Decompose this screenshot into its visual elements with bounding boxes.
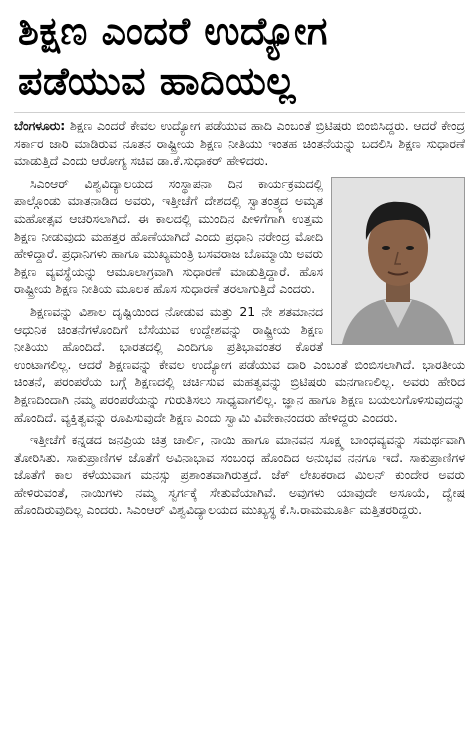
- paragraph-4: ಇತ್ತೀಚೆಗೆ ಕನ್ನಡದ ಜನಪ್ರಿಯ ಚಿತ್ರ ಚಾರ್ಲಿ, ನಾಯಿ ಹಾಗೂ ಮಾನವನ ಸೂಕ್ಷ್ಮ ಬಾಂಧವ್ಯವನ್ನು ಸಮರ್ಥವಾಗಿ ತೋರಿಸಿತು. ಸಾಕುಪ್ರಾಣಿಗಳ ಜೊತೆಗೆ ಅವಿನಾಭಾವ ಸಂಬಂಧ ಹೊಂದಿದ ಅನುಭವ ನನಗೂ ಇದೆ. ಸಾಕುಪ್ರಾಣಿಗಳ ಜೊತೆಗೆ ಕಾಲ ಕಳೆಯುವಾಗ ಮನಸ್ಸು ಪ್ರಶಾಂತವಾಗಿರುತ್ತದೆ. ಜೆಕ್ ಲೇಖಕರಾದ ಮಿಲನ್ ಕುಂದೇರ ಅವರು ಹೇಳಿರುವಂತೆ, ನಾಯಿಗಳು ನಮ್ಮ ಸ್ವರ್ಗಕ್ಕೆ ಸೇತುವೆಯಾಗಿವೆ. ಅವುಗಳು ಯಾವುದೇ ಅಸೂಯೆ, ದ್ವೇಷ ಹೊಂದಿರುವುದಿಲ್ಲ ಎಂದರು. ಸಿಎಂಆರ್ ವಿಶ್ವವಿದ್ಯಾಲಯದ ಮುಖ್ಯಸ್ಥ ಕೆ.ಸಿ.ರಾಮಮೂರ್ತಿ ಮತ್ತಿತರರಿದ್ದರು.: [14, 432, 465, 518]
- paragraph-1-text: ಶಿಕ್ಷಣ ಎಂದರೆ ಕೇವಲ ಉದ್ಯೋಗ ಪಡೆಯುವ ಹಾದಿ ಎಂಬಂತೆ ಬ್ರಿಟಿಷರು ಬಿಂಬಿಸಿದ್ದರು. ಆದರೆ ಕೇಂದ್ರ ಸರ್ಕಾರ ಜಾರಿ ಮಾಡಿರುವ ನೂತನ ರಾಷ್ಟ್ರೀಯ ಶಿಕ್ಷಣ ನೀತಿಯು ಇಂತಹ ಚಿಂತನೆಯನ್ನು ಬದಲಿಸಿ ಶಿಕ್ಷಣ ಸುಧಾರಣೆ ಮಾಡುತ್ತಿದೆ ಎಂದು ಆರೋಗ್ಯ ಸಚಿವ ಡಾ.ಕೆ.ಸುಧಾಕರ್ ಹೇಳಿದರು.: [14, 118, 465, 169]
- headline-divider: [14, 112, 465, 113]
- minister-photo: [331, 177, 465, 345]
- portrait-image: [332, 178, 464, 344]
- paragraph-2: ಸಿಎಂಆರ್ ವಿಶ್ವವಿದ್ಯಾಲಯದ ಸಂಸ್ಥಾಪನಾ ದಿನ ಕಾರ್ಯಕ್ರಮದಲ್ಲಿ ಪಾಲ್ಗೊಂಡು ಮಾತನಾಡಿದ ಅವರು, ಇತ್ತೀಚೆಗೆ ದೇಶದಲ್ಲಿ ಸ್ವಾತಂತ್ರ್ಯದ ಅಮೃತ ಮಹೋತ್ಸವ ಆಚರಿಸಲಾಗಿದೆ. ಈ ಕಾಲದಲ್ಲಿ ಮುಂದಿನ ಪೀಳಿಗೆಗಾಗಿ ಉತ್ತಮ ಶಿಕ್ಷಣ ನೀಡುವುದು ಮಹತ್ತರ ಹೊಣೆಯಾಗಿದೆ ಎಂದು ಪ್ರಧಾನಿ ನರೇಂದ್ರ ಮೋದಿ ಹೇಳಿದ್ದಾರೆ. ಪ್ರಧಾನಿಗಳು ಹಾಗೂ ಮುಖ್ಯಮಂತ್ರಿ ಬಸವರಾಜ ಬೊಮ್ಮಾಯಿ ಅವರು ಶಿಕ್ಷಣ ವ್ಯವಸ್ಥೆಯನ್ನು ಆಮೂಲಾಗ್ರವಾಗಿ ಸುಧಾರಣೆ ಮಾಡುತ್ತಿದ್ದಾರೆ. ಹೊಸ ರಾಷ್ಟ್ರೀಯ ಶಿಕ್ಷಣ ನೀತಿಯ ಮೂಲಕ ಹೊಸ ಸುಧಾರಣೆ ತರಲಾಗುತ್ತಿದೆ ಎಂದರು.: [14, 175, 323, 297]
- article-body: [14, 117, 465, 524]
- headline-line-1: ಶಿಕ್ಷಣ ಎಂದರೆ ಉದ್ಯೋಗ: [18, 9, 328, 53]
- dateline: ಬೆಂಗಳೂರು:: [14, 118, 66, 133]
- headline: [18, 6, 465, 106]
- headline-line-2: ಪಡೆಯುವ ಹಾದಿಯಲ್ಲ: [18, 59, 296, 103]
- paragraph-1: [14, 117, 465, 170]
- paragraph-3: ಶಿಕ್ಷಣವನ್ನು ವಿಶಾಲ ದೃಷ್ಟಿಯಿಂದ ನೋಡುವ ಮತ್ತು 21 ನೇ ಶತಮಾನದ ಆಧುನಿಕ ಚಿಂತನೆಗಳೊಂದಿಗೆ ಬೆಸೆಯುವ ಉದ್ದೇಶವನ್ನು ರಾಷ್ಟ್ರೀಯ ಶಿಕ್ಷಣ ನೀತಿಯು ಹೊಂದಿದೆ. ಭಾರತದಲ್ಲಿ ಎಂದಿಗೂ ಪ್ರತಿಭಾವಂತರ ಕೊರತೆ ಉಂಟಾಗಲಿಲ್ಲ. ಆದರೆ ಶಿಕ್ಷಣವನ್ನು ಕೇವಲ ಉದ್ಯೋಗ ಪಡೆಯುವ ದಾರಿ ಎಂಬಂತೆ ಬಿಂಬಿಸಲಾಗಿದೆ. ಭಾರತೀಯ ಚಿಂತನೆ, ಪರಂಪರೆಯ ಬಗ್ಗೆ ಶಿಕ್ಷಣದಲ್ಲಿ ಚರ್ಚಿಸುವ ಮಹತ್ವವನ್ನು ಬ್ರಿಟಿಷರು ಮನಗಾಣಲಿಲ್ಲ. ಅವರು ಹೇರಿದ ಶಿಕ್ಷಣದಿಂದಾಗಿ ನಮ್ಮ ಪರಂಪರೆಯನ್ನು ಗುರುತಿಸಲು ಸಾಧ್ಯವಾಗಲಿಲ್ಲ. ಜ್ಞಾನ ಹಾಗೂ ಶಿಕ್ಷಣ ಬಯಲುಗೊಳಿಸುವುದನ್ನು ಹೊಂದಿದೆ. ವ್ಯಕ್ತಿತ್ವವನ್ನು ರೂಪಿಸುವುದೇ ಶಿಕ್ಷಣ ಎಂದು ಸ್ವಾಮಿ ವಿವೇಕಾನಂದರು ಹೇಳಿದ್ದರು ಎಂದರು.: [14, 303, 465, 425]
